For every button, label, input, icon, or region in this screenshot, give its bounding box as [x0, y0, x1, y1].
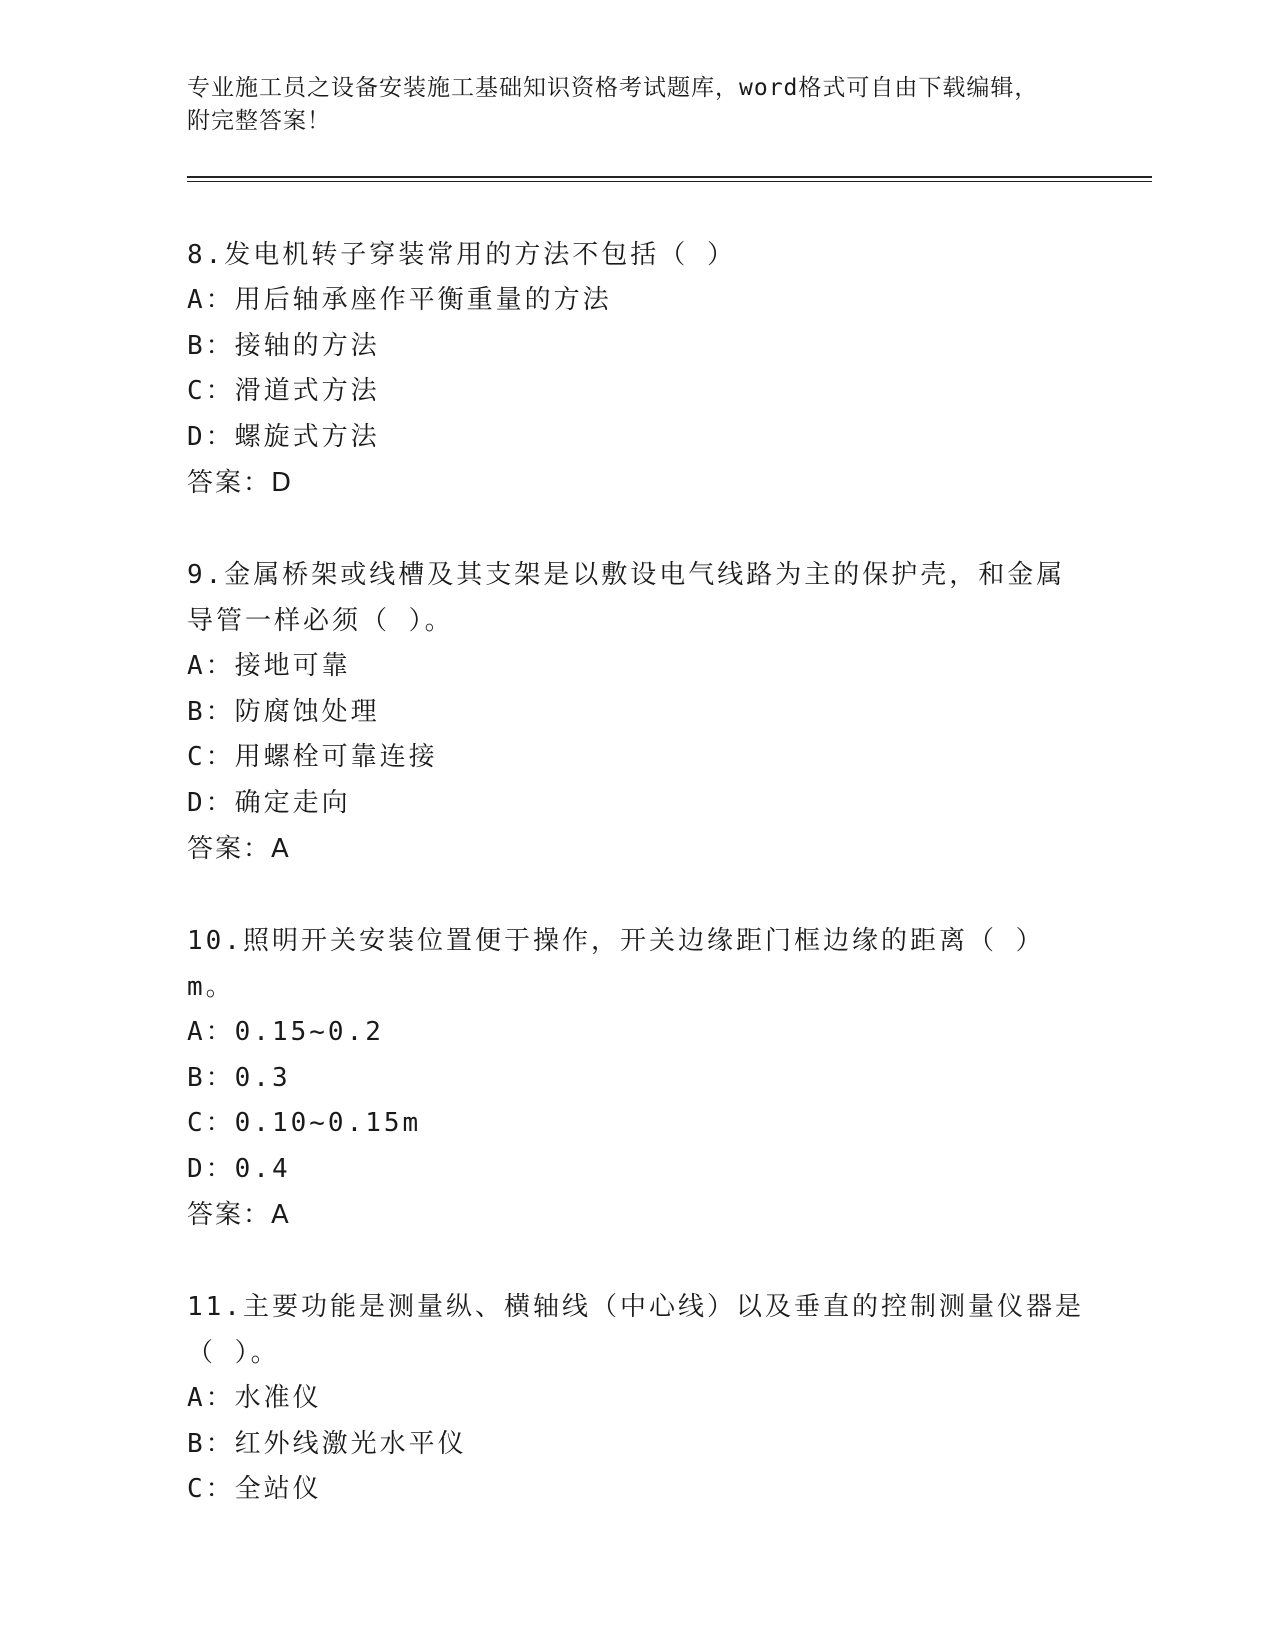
option-a: A：水准仪 [187, 1383, 322, 1413]
answer-line: 答案：A [187, 1200, 291, 1230]
question-11 [187, 1284, 1087, 1513]
option-c: C：全站仪 [187, 1474, 322, 1504]
header-divider [187, 176, 1152, 182]
option-d: D：确定走向 [187, 787, 351, 818]
question-stem: 8.发电机转子穿装常用的方法不包括（ ） [187, 240, 736, 270]
answer-line: 答案：A [187, 834, 291, 864]
option-a: A：用后轴承座作平衡重量的方法 [187, 285, 612, 315]
question-stem-line-1: 11.主要功能是测量纵、横轴线（中心线）以及垂直的控制测量仪器是 [187, 1292, 1084, 1322]
document-header [187, 72, 1087, 138]
question-stem: 10.照明开关安装位置便于操作，开关边缘距门框边缘的距离（ ）m。 [187, 926, 1045, 1002]
option-c: C：滑道式方法 [187, 376, 380, 406]
question-stem-line-1: 9.金属桥架或线槽及其支架是以敷设电气线路为主的保护壳，和金属 [187, 560, 1066, 590]
option-b: B：红外线激光水平仪 [187, 1428, 467, 1459]
option-d: D：螺旋式方法 [187, 421, 380, 452]
question-stem-line-2: 导管一样必须（ ）。 [187, 606, 454, 636]
question-10 [187, 918, 1087, 1238]
option-d: D：0.4 [187, 1153, 291, 1184]
option-c: C：用螺栓可靠连接 [187, 742, 438, 772]
question-stem-line-2: （ ）。 [187, 1338, 280, 1368]
option-b: B：接轴的方法 [187, 330, 380, 361]
option-c: C：0.10~0.15m [187, 1108, 422, 1138]
option-b: B：防腐蚀处理 [187, 696, 380, 727]
option-a: A：接地可靠 [187, 651, 351, 681]
header-line-1: 专业施工员之设备安装施工基础知识资格考试题库，word格式可自由下载编辑， [187, 75, 1039, 101]
option-b: B：0.3 [187, 1062, 291, 1093]
question-8 [187, 232, 1087, 506]
answer-line: 答案：D [187, 468, 294, 498]
option-a: A：0.15~0.2 [187, 1017, 384, 1047]
header-line-2: 附完整答案！ [187, 108, 331, 134]
question-9 [187, 552, 1087, 872]
question-list [187, 232, 1087, 1559]
